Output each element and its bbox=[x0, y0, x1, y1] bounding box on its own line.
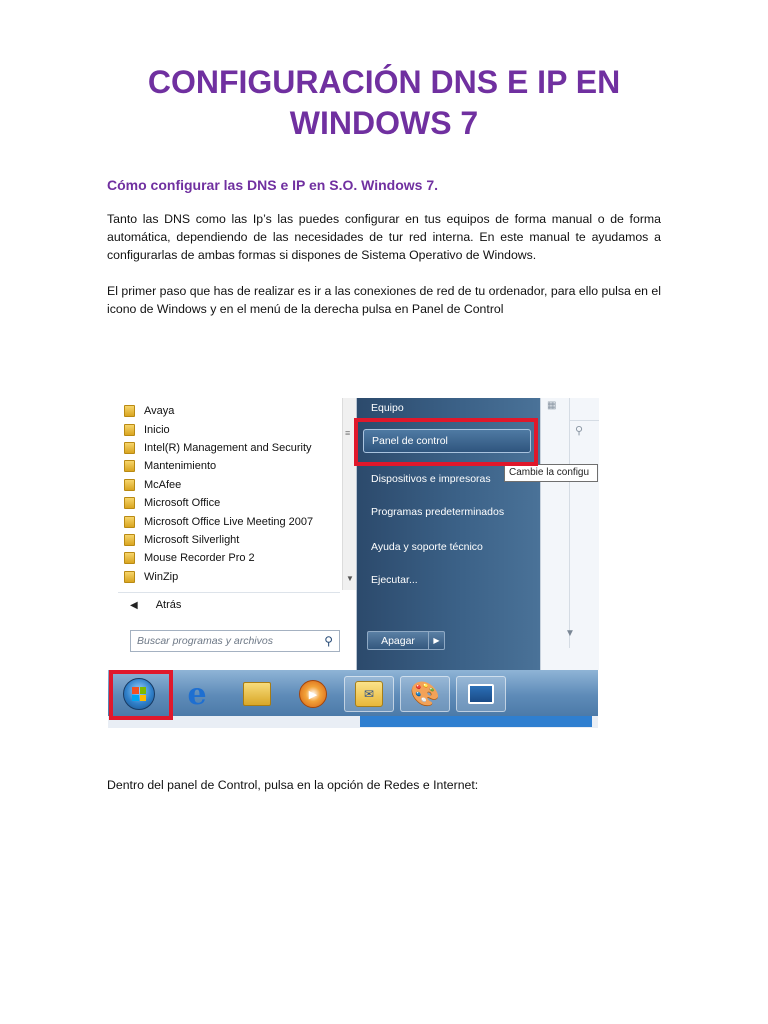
program-item[interactable] bbox=[108, 476, 340, 494]
title-line-2: WINDOWS 7 bbox=[289, 105, 479, 141]
program-label: WinZip bbox=[144, 570, 179, 583]
taskbar-remote-desktop-button[interactable] bbox=[456, 676, 506, 712]
taskbar bbox=[108, 670, 598, 716]
taskbar-media-button[interactable] bbox=[288, 676, 338, 712]
desktop-window-edge bbox=[540, 398, 599, 670]
search-placeholder: Buscar programas y archivos bbox=[137, 635, 273, 647]
program-label: Microsoft Silverlight bbox=[144, 533, 240, 546]
folder-icon bbox=[124, 405, 135, 417]
folder-icon bbox=[124, 571, 135, 583]
taskbar-outlook-button[interactable] bbox=[344, 676, 394, 712]
program-label: Mantenimiento bbox=[144, 460, 217, 473]
paint-icon: 🎨 bbox=[410, 680, 440, 708]
paragraph-first-step: El primer paso que has de realizar es ir a las conexiones de red de tu ordenador, para ello pulsa en el icono de Windows y en el menú de la derecha pulsa en Panel de Control bbox=[107, 284, 661, 316]
back-label: Atrás bbox=[155, 599, 182, 611]
window-divider bbox=[569, 420, 599, 421]
taskbar-paint-button[interactable] bbox=[400, 676, 450, 712]
search-input[interactable] bbox=[130, 630, 340, 652]
program-label: Mouse Recorder Pro 2 bbox=[144, 552, 255, 565]
tooltip: Cambie la configu bbox=[504, 464, 598, 482]
start-menu-programs-pane bbox=[108, 398, 357, 670]
shutdown-button[interactable]: Apagar bbox=[367, 631, 429, 650]
taskbar-ie-button[interactable] bbox=[172, 676, 222, 712]
program-item[interactable] bbox=[108, 568, 340, 586]
media-player-icon: ▶ bbox=[299, 680, 327, 708]
program-item[interactable] bbox=[108, 457, 340, 475]
menu-item-dispositivos[interactable]: Dispositivos e impresoras bbox=[371, 473, 491, 485]
scroll-grip-icon[interactable]: ≡ bbox=[345, 428, 351, 438]
program-item[interactable] bbox=[108, 439, 340, 457]
menu-item-ejecutar[interactable]: Ejecutar... bbox=[371, 574, 418, 586]
program-label: Microsoft Office bbox=[144, 497, 221, 510]
folder-icon bbox=[124, 442, 135, 454]
section-subtitle: Cómo configurar las DNS e IP en S.O. Windows 7. bbox=[107, 177, 439, 193]
menu-item-ayuda[interactable]: Ayuda y soporte técnico bbox=[371, 541, 483, 553]
highlight-box-panel-de-control bbox=[354, 418, 538, 466]
folder-icon bbox=[124, 460, 135, 472]
remote-desktop-icon bbox=[468, 684, 494, 704]
menu-item-programas-predeterminados[interactable]: Programas predeterminados bbox=[371, 506, 505, 518]
menu-item-label: Panel de control bbox=[372, 435, 448, 447]
scroll-down-icon[interactable]: ▼ bbox=[346, 574, 354, 583]
program-label: Inicio bbox=[144, 423, 170, 436]
title-line-1: CONFIGURACIÓN DNS E IP EN bbox=[147, 64, 621, 100]
folder-icon bbox=[124, 479, 135, 491]
menu-item-equipo[interactable]: Equipo bbox=[371, 402, 404, 414]
shutdown-control bbox=[367, 631, 445, 650]
highlight-box-start-button bbox=[109, 670, 173, 720]
shutdown-options-icon[interactable]: ▶ bbox=[429, 631, 445, 650]
program-label: Intel(R) Management and Security bbox=[144, 441, 312, 454]
program-item[interactable] bbox=[108, 494, 340, 512]
folder-icon bbox=[124, 497, 135, 509]
scroll-down-icon: ▼ bbox=[565, 628, 575, 639]
folder-icon bbox=[124, 534, 135, 546]
folder-icon bbox=[124, 424, 135, 436]
program-item[interactable] bbox=[108, 549, 340, 567]
folder-icon bbox=[124, 552, 135, 564]
program-item[interactable] bbox=[108, 531, 340, 549]
program-label: Microsoft Office Live Meeting 2007 bbox=[144, 515, 314, 528]
outlook-icon: ✉ bbox=[355, 681, 383, 707]
program-item[interactable] bbox=[108, 420, 340, 438]
paragraph-next-step: Dentro del panel de Control, pulsa en la opción de Redes e Internet: bbox=[107, 778, 479, 792]
paragraph-intro: Tanto las DNS como las Ip’s las puedes configurar en tus equipos de forma manual o de forma automática, dependiendo de las necesidades de tur red interna. En este manual te ayudamos a configurarlas de ambas formas si dispones de Sistema Operativo de Windows. bbox=[107, 212, 661, 262]
folder-icon bbox=[124, 516, 135, 528]
internet-explorer-icon: e bbox=[187, 676, 207, 712]
program-label: McAfee bbox=[144, 478, 182, 491]
search-icon[interactable]: ⚲ bbox=[324, 634, 333, 648]
window-divider bbox=[569, 398, 570, 648]
back-button[interactable] bbox=[130, 596, 181, 614]
program-item[interactable] bbox=[108, 512, 340, 530]
divider bbox=[118, 592, 340, 593]
program-item[interactable] bbox=[108, 402, 340, 420]
back-arrow-icon: ◀ bbox=[130, 599, 138, 611]
view-grid-icon: ▦ bbox=[547, 400, 557, 411]
screenshot-edge-strip bbox=[360, 716, 592, 727]
taskbar-explorer-button[interactable] bbox=[232, 676, 282, 712]
program-label: Avaya bbox=[144, 405, 175, 418]
document-title bbox=[0, 62, 768, 144]
pin-icon: ⚲ bbox=[575, 425, 584, 437]
windows-explorer-icon bbox=[243, 682, 271, 706]
program-list bbox=[108, 402, 340, 586]
